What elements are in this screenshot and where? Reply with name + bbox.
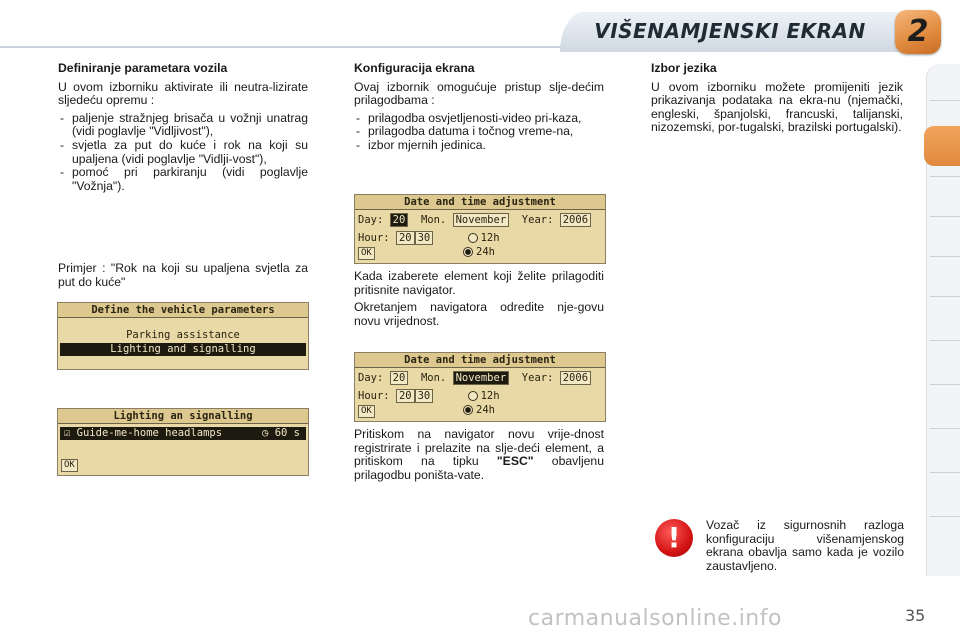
format-24h[interactable]: 24h — [463, 403, 495, 417]
exclamation-icon: ! — [655, 519, 693, 557]
page-number: 35 — [905, 606, 926, 625]
intro-text: U ovom izborniku aktivirate ili neutra-lizirate sljedeću opremu : — [58, 79, 308, 108]
checkbox-icon[interactable]: ☑ — [64, 427, 77, 439]
tab-divider — [930, 340, 960, 341]
format-12h[interactable]: 12h — [468, 390, 500, 402]
date-row: Day: 20 Mon. November Year: 2006 — [358, 213, 591, 227]
language-text: U ovom izborniku možete promijeniti jezik prikazivanja podataka na ekra-nu (njemački, engleski, španjolski, francuski, talijanski, nizozemski, por-tugalski, brazilski portugalski). — [651, 79, 903, 135]
list-item: - prilagodba datuma i točnog vreme-na, — [354, 125, 604, 139]
list-item: - paljenje stražnjeg brisača u vožnji unatrag (vidi poglavlje "Vidljivost"), — [58, 112, 308, 139]
tab-divider — [930, 256, 960, 257]
menu-item-parking-assistance[interactable]: Parking assistance — [126, 329, 240, 341]
lcd-lighting-signalling — [57, 408, 309, 476]
instruction-text: Okretanjem navigatora odredite nje-govu novu vrijednost. — [354, 300, 604, 328]
list-item: - prilagodba osvjetljenosti-video pri-kaza, — [354, 112, 604, 126]
tab-divider — [930, 384, 960, 385]
time-row: Hour: 20 30 12h — [358, 390, 500, 402]
warning-text: Vozač iz sigurnosnih razloga konfiguraciju višenamjenskog ekrana obavlja samo kada je vozilo zaustavljeno. — [706, 518, 904, 573]
page-title: VIŠENAMJENSKI EKRAN — [594, 19, 866, 43]
tab-divider — [930, 176, 960, 177]
hour-field[interactable]: 20 — [396, 231, 415, 245]
tab-divider — [930, 296, 960, 297]
tab-divider — [930, 100, 960, 101]
section-heading: Konfiguracija ekrana — [354, 61, 475, 75]
list-item: - svjetla za put do kuće i rok na koji su upaljena (vidi poglavlje "Vidlji-vost"), — [58, 139, 308, 166]
setting-value[interactable]: ◷ 60 s — [262, 427, 300, 439]
column-screen-config — [354, 62, 604, 157]
format-24h[interactable]: 24h — [463, 245, 495, 259]
lcd-title: Lighting an signalling — [58, 409, 308, 424]
lcd-title: Date and time adjustment — [355, 353, 605, 368]
section-heading: Definiranje parametara vozila — [58, 61, 228, 75]
instructions-block — [354, 270, 604, 332]
setting-row-guide-me-home[interactable] — [60, 427, 306, 440]
instruction-text: Kada izaberete element koji želite prilagoditi pritisnite navigator. — [354, 269, 604, 297]
date-row: Day: 20 Mon. November Year: 2006 — [358, 371, 591, 385]
column-vehicle-parameters — [58, 62, 308, 197]
esc-instructions — [354, 428, 604, 486]
list-item: - izbor mjernih jedinica. — [354, 139, 604, 153]
hour-field[interactable]: 20 — [396, 389, 415, 403]
day-field[interactable]: 20 — [390, 371, 409, 385]
setting-label: Guide-me-home headlamps — [76, 427, 223, 439]
esc-key-label: "ESC" — [496, 454, 534, 469]
month-field[interactable]: November — [453, 213, 510, 227]
example-block — [58, 262, 308, 293]
month-field[interactable]: November — [453, 371, 510, 385]
lcd-vehicle-parameters — [57, 302, 309, 370]
intro-text: Ovaj izbornik omogućuje pristup slje-dećim prilagodbama : — [354, 79, 604, 108]
active-chapter-tab[interactable] — [924, 126, 960, 166]
year-field[interactable]: 2006 — [560, 213, 591, 227]
option-list — [354, 112, 604, 153]
ok-button[interactable]: OK — [358, 247, 375, 260]
chapter-badge: 2 — [895, 10, 941, 54]
instruction-text: Pritiskom na navigator novu vrije-dnost registrirate i prelazite na slje-deći element, a pritiskom na tipku "ESC" obavljenu prilagodbu poništa-vate. — [354, 427, 604, 482]
clock-icon: ◷ — [262, 427, 275, 439]
lcd-date-time-month — [354, 352, 606, 422]
lcd-title: Date and time adjustment — [355, 195, 605, 210]
column-language — [651, 62, 903, 139]
lcd-title: Define the vehicle parameters — [58, 303, 308, 318]
ok-button[interactable]: OK — [61, 459, 78, 472]
menu-item-lighting-signalling[interactable]: Lighting and signalling — [60, 343, 306, 356]
list-item: - pomoć pri parkiranju (vidi poglavlje "Vožnja"). — [58, 166, 308, 193]
lcd-date-time-day — [354, 194, 606, 264]
day-field[interactable]: 20 — [390, 213, 409, 227]
format-12h[interactable]: 12h — [468, 232, 500, 244]
year-field[interactable]: 2006 — [560, 371, 591, 385]
tab-divider — [930, 472, 960, 473]
tab-divider — [930, 516, 960, 517]
section-heading: Izbor jezika — [651, 61, 717, 75]
tab-divider — [930, 216, 960, 217]
example-text: Primjer : "Rok na koji su upaljena svjetla za put do kuće" — [58, 261, 308, 289]
minute-field[interactable]: 30 — [415, 231, 434, 245]
tab-divider — [930, 428, 960, 429]
minute-field[interactable]: 30 — [415, 389, 434, 403]
watermark: carmanualsonline.info — [528, 606, 782, 631]
ok-button[interactable]: OK — [358, 405, 375, 418]
time-row: Hour: 20 30 12h — [358, 232, 500, 244]
warning-note — [706, 519, 904, 577]
option-list — [58, 112, 308, 194]
